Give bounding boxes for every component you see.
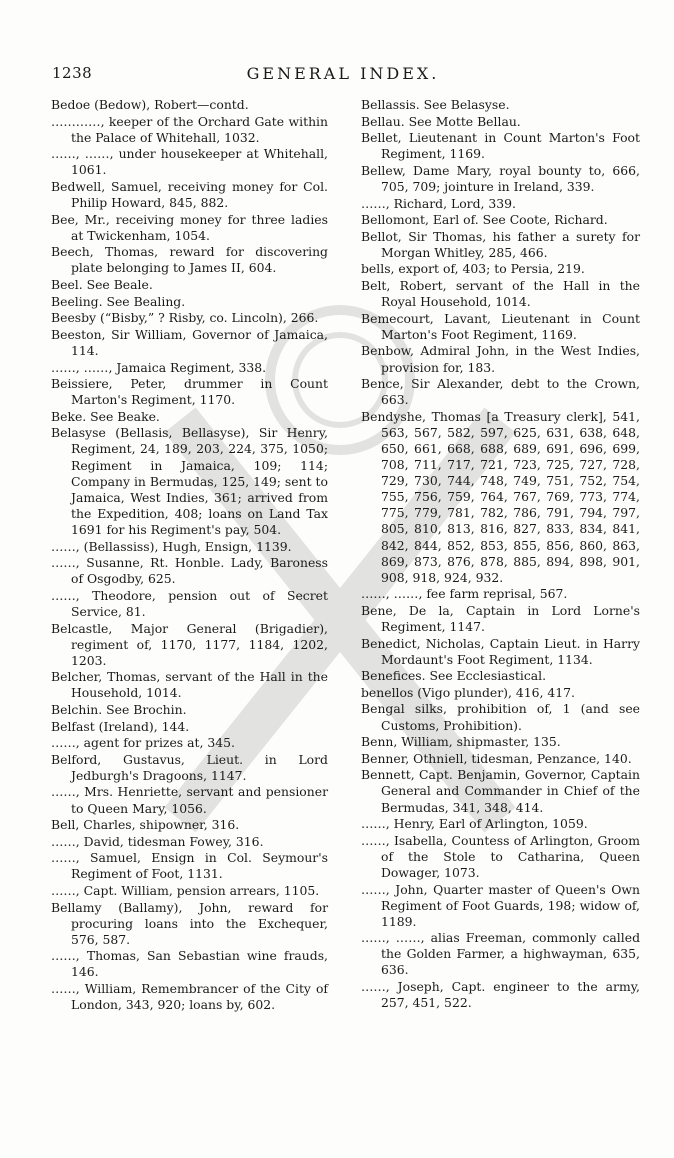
index-column-left xyxy=(51,97,328,1014)
index-entry: Bell, Charles, shipowner, 316. xyxy=(51,817,240,833)
index-entry: Benn, William, shipmaster, 135. xyxy=(361,734,561,750)
index-entry: Belford, Gustavus, Lieut. in Lord Jedburgh's Dragoons, 1147. xyxy=(51,751,328,783)
index-column-right xyxy=(361,97,640,1012)
index-entry: Belchin. See Brochin. xyxy=(51,701,187,717)
index-entry: ……, Henry, Earl of Arlington, 1059. xyxy=(361,816,588,832)
index-entry: Beesby (“Bisby,” ? Risby, co. Lincoln), 266. xyxy=(51,310,319,326)
index-entry: Bene, De la, Captain in Lord Lorne's Regiment, 1147. xyxy=(361,602,640,634)
index-entry: ……, ……, alias Freeman, commonly called the Golden Farmer, a highwayman, 635, 636. xyxy=(361,930,640,978)
index-entry: ……, agent for prizes at, 345. xyxy=(51,735,235,751)
index-entry: ……, Theodore, pension out of Secret Service, 81. xyxy=(51,587,328,619)
index-entry: Beeston, Sir William, Governor of Jamaica, 114. xyxy=(51,326,328,358)
index-entry: Bee, Mr., receiving money for three ladies at Twickenham, 1054. xyxy=(51,211,328,243)
index-entry: ……, (Bellassiss), Hugh, Ensign, 1139. xyxy=(51,538,292,554)
index-entry: ……, ……, fee farm reprisal, 567. xyxy=(361,586,568,602)
index-entry: Beel. See Beale. xyxy=(51,277,153,293)
index-entry: Bemecourt, Lavant, Lieutenant in Count Marton's Foot Regiment, 1169. xyxy=(361,310,640,342)
index-entry: Belfast (Ireland), 144. xyxy=(51,718,190,734)
index-entry: Bence, Sir Alexander, debt to the Crown, 663. xyxy=(361,376,640,408)
index-entry: Bellot, Sir Thomas, his father a surety for Morgan Whitley, 285, 466. xyxy=(361,228,640,260)
index-entry: Bennett, Capt. Benjamin, Governor, Captain General and Commander in Chief of the Bermudas, 341, 348, 414. xyxy=(361,767,640,815)
page-number: 1238 xyxy=(52,64,93,82)
index-entry: ……, Capt. William, pension arrears, 1105. xyxy=(51,883,320,898)
index-entry: Beissiere, Peter, drummer in Count Marton's Regiment, 1170. xyxy=(51,376,328,408)
index-entry: ……, Susanne, Rt. Honble. Lady, Baroness of Osgodby, 625. xyxy=(51,555,328,587)
index-entry: Bengal silks, prohibition of, 1 (and see Customs, Prohibition). xyxy=(361,701,640,733)
index-entry: Belt, Robert, servant of the Hall in the Royal Household, 1014. xyxy=(361,278,640,310)
index-entry: ……, Richard, Lord, 339. xyxy=(361,195,516,211)
index-entry: Belcher, Thomas, servant of the Hall in the Household, 1014. xyxy=(51,669,328,701)
index-entry: benellos (Vigo plunder), 416, 417. xyxy=(361,684,575,700)
index-entry: …………, keeper of the Orchard Gate within the Palace of Whitehall, 1032. xyxy=(51,113,328,145)
index-entry: ……, Thomas, San Sebastian wine frauds, 146. xyxy=(51,948,328,980)
index-entry: ……, John, Quarter master of Queen's Own Regiment of Foot Guards, 198; widow of, 1189. xyxy=(361,881,640,929)
running-title: GENERAL INDEX. xyxy=(246,64,440,83)
index-entry: Benner, Othniell, tidesman, Penzance, 140. xyxy=(361,750,632,766)
index-entry: ……, David, tidesman Fowey, 316. xyxy=(51,833,264,849)
index-entry: Belasyse (Bellasis, Bellasyse), Sir Henry, Regiment, 24, 189, 203, 224, 375, 1050; Regiment in Jamaica, 109; 114; Company in Bermudas, 125, 149; sent to Jamaica, West Indies, 361; arrived from the Expedition, 408; loans on Land Tax 1691 for his Regiment's pay, 504. xyxy=(51,425,328,537)
index-entry: ……, Mrs. Henriette, servant and pensioner to Queen Mary, 1056. xyxy=(51,784,328,816)
index-entry: Beeling. See Bealing. xyxy=(51,293,186,309)
index-entry: Bellau. See Motte Bellau. xyxy=(361,113,521,129)
index-entry: ……, ……, under housekeeper at Whitehall, 1061. xyxy=(51,146,328,178)
index-entry: Bellet, Lieutenant in Count Marton's Foot Regiment, 1169. xyxy=(361,130,640,162)
index-entry: Bellew, Dame Mary, royal bounty to, 666, 705, 709; jointure in Ireland, 339. xyxy=(361,162,640,194)
index-entry: Beech, Thomas, reward for discovering plate belonging to James II, 604. xyxy=(51,244,328,276)
page-header xyxy=(52,64,634,86)
index-entry: Belcastle, Major General (Brigadier), regiment of, 1170, 1177, 1184, 1202, 1203. xyxy=(51,620,328,668)
index-entry: ……, Joseph, Capt. engineer to the army, 257, 451, 522. xyxy=(361,979,640,1011)
index-entry: Bellassis. See Belasyse. xyxy=(361,97,510,112)
index-entry: bells, export of, 403; to Persia, 219. xyxy=(361,261,585,277)
index-entry: Bendyshe, Thomas [a Treasury clerk], 541, 563, 567, 582, 597, 625, 631, 638, 648, 650, 661, 668, 688, 689, 691, 696, 699, 708, 711, 717, 721, 723, 725, 727, 728, 729, 730, 744, 748, 749, 751, 752, 754, 755, 756, 759, 764, 767, 769, 773, 774, 775, 779, 781, 782, 786, 791, 794, 797, 805, 810, 813, 816, 827, 833, 834, 841, 842, 844, 852, 853, 855, 856, 860, 863, 869, 873, 876, 878, 885, 894, 898, 901, 908, 918, 924, 932. xyxy=(361,408,640,585)
index-entry: Benbow, Admiral John, in the West Indies, provision for, 183. xyxy=(361,343,640,375)
index-entry: Beke. See Beake. xyxy=(51,408,160,424)
index-entry: ……, Samuel, Ensign in Col. Seymour's Regiment of Foot, 1131. xyxy=(51,850,328,882)
index-entry: Bellamy (Ballamy), John, reward for procuring loans into the Exchequer, 576, 587. xyxy=(51,899,328,947)
index-entry: ……, William, Remembrancer of the City of London, 343, 920; loans by, 602. xyxy=(51,981,328,1013)
index-entry: Bedoe (Bedow), Robert—contd. xyxy=(51,97,249,112)
index-entry: Benedict, Nicholas, Captain Lieut. in Harry Mordaunt's Foot Regiment, 1134. xyxy=(361,635,640,667)
index-entry: Benefices. See Ecclesiastical. xyxy=(361,668,547,684)
index-entry: Bedwell, Samuel, receiving money for Col. Philip Howard, 845, 882. xyxy=(51,178,328,211)
index-entry: Bellomont, Earl of. See Coote, Richard. xyxy=(361,212,608,228)
index-entry: ……, ……, Jamaica Regiment, 338. xyxy=(51,359,267,375)
index-entry: ……, Isabella, Countess of Arlington, Groom of the Stole to Catharina, Queen Dowager, 1073. xyxy=(361,832,640,880)
